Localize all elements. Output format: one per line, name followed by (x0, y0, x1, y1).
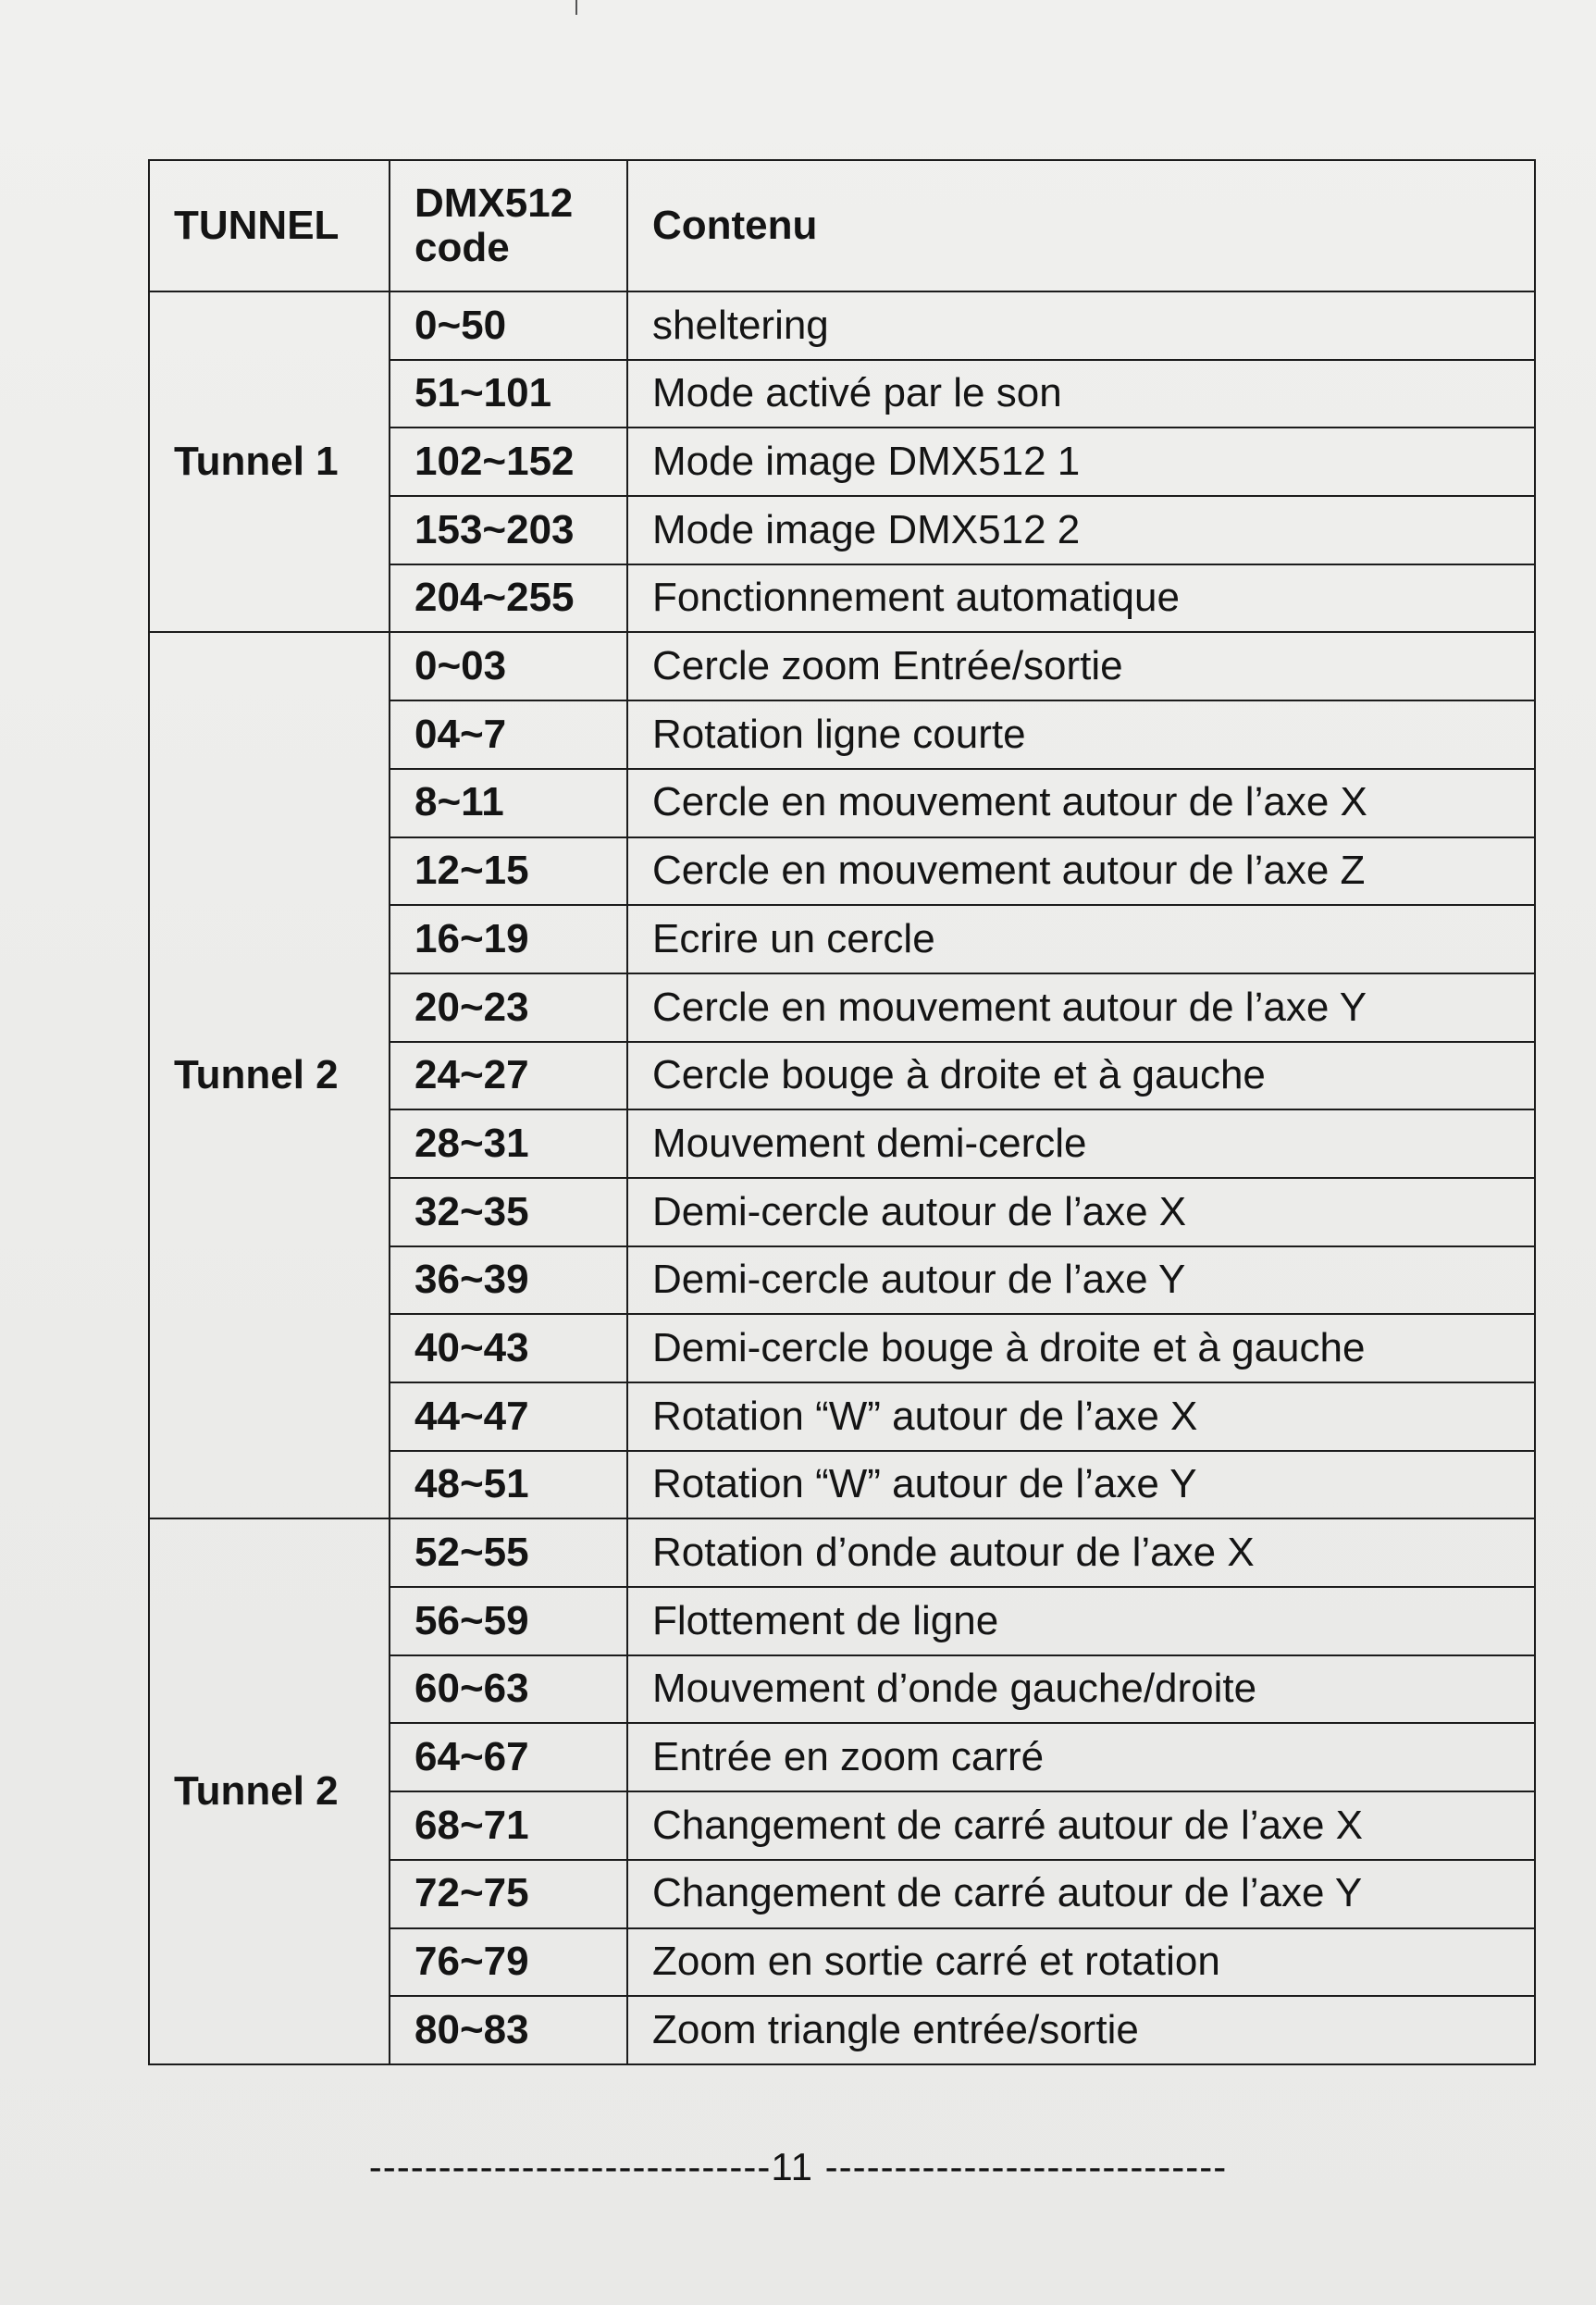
content-cell: Changement de carré autour de l’axe Y (627, 1860, 1535, 1928)
table-body (149, 291, 1535, 2064)
dmx-code-cell: 16~19 (390, 905, 627, 973)
dmx-code-cell: 76~79 (390, 1928, 627, 1997)
header-code-line1: DMX512 (414, 180, 574, 226)
content-cell: Fonctionnement automatique (627, 564, 1535, 633)
header-content: Contenu (627, 160, 1535, 291)
dmx-code-cell: 72~75 (390, 1860, 627, 1928)
dmx-code-cell: 24~27 (390, 1042, 627, 1110)
dmx-code-cell: 20~23 (390, 973, 627, 1042)
page-edge-mark (575, 0, 577, 15)
dmx-code-cell: 0~50 (390, 291, 627, 360)
content-cell: Cercle en mouvement autour de l’axe X (627, 769, 1535, 837)
dmx-code-cell: 52~55 (390, 1518, 627, 1587)
dmx-code-cell: 80~83 (390, 1996, 627, 2064)
dmx-code-cell: 51~101 (390, 360, 627, 428)
header-code-line2: code (414, 225, 510, 270)
tunnel-group-label: Tunnel 1 (149, 291, 390, 632)
dmx-code-cell: 0~03 (390, 632, 627, 700)
content-cell: Demi-cercle bouge à droite et à gauche (627, 1314, 1535, 1382)
content-cell: Rotation d’onde autour de l’axe X (627, 1518, 1535, 1587)
content-cell: Mode image DMX512 2 (627, 496, 1535, 564)
content-cell: Rotation ligne courte (627, 700, 1535, 769)
dmx-code-cell: 68~71 (390, 1791, 627, 1860)
dmx-code-cell: 60~63 (390, 1655, 627, 1724)
dmx-code-cell: 153~203 (390, 496, 627, 564)
dmx-code-cell: 40~43 (390, 1314, 627, 1382)
dmx-code-cell: 204~255 (390, 564, 627, 633)
table-row (149, 291, 1535, 360)
content-cell: Mouvement demi-cercle (627, 1109, 1535, 1178)
content-cell: Ecrire un cercle (627, 905, 1535, 973)
tunnel-group-label: Tunnel 2 (149, 632, 390, 1518)
content-cell: Demi-cercle autour de l’axe Y (627, 1246, 1535, 1315)
dmx-code-cell: 44~47 (390, 1382, 627, 1451)
content-cell: Zoom en sortie carré et rotation (627, 1928, 1535, 1997)
dmx-code-cell: 12~15 (390, 837, 627, 906)
content-cell: Rotation “W” autour de l’axe X (627, 1382, 1535, 1451)
content-cell: Cercle bouge à droite et à gauche (627, 1042, 1535, 1110)
dmx-code-cell: 48~51 (390, 1451, 627, 1519)
content-cell: Zoom triangle entrée/sortie (627, 1996, 1535, 2064)
dmx-code-cell: 102~152 (390, 428, 627, 496)
table-row (149, 632, 1535, 700)
content-cell: Mode image DMX512 1 (627, 428, 1535, 496)
dmx-code-cell: 28~31 (390, 1109, 627, 1178)
content-cell: Mouvement d’onde gauche/droite (627, 1655, 1535, 1724)
content-cell: Rotation “W” autour de l’axe Y (627, 1451, 1535, 1519)
content-cell: Entrée en zoom carré (627, 1723, 1535, 1791)
content-cell: Cercle en mouvement autour de l’axe Z (627, 837, 1535, 906)
content-cell: sheltering (627, 291, 1535, 360)
tunnel-group-label: Tunnel 2 (149, 1518, 390, 2064)
dmx-code-cell: 36~39 (390, 1246, 627, 1315)
content-cell: Cercle en mouvement autour de l’axe Y (627, 973, 1535, 1042)
content-cell: Mode activé par le son (627, 360, 1535, 428)
page-number-footer: -----------------------------11 ----------------------------- (368, 2145, 1228, 2188)
dmx-code-cell: 32~35 (390, 1178, 627, 1246)
content-cell: Flottement de ligne (627, 1587, 1535, 1655)
dmx-code-cell: 8~11 (390, 769, 627, 837)
content-cell: Cercle zoom Entrée/sortie (627, 632, 1535, 700)
content-cell: Changement de carré autour de l’axe X (627, 1791, 1535, 1860)
dmx-code-cell: 64~67 (390, 1723, 627, 1791)
dmx-code-cell: 04~7 (390, 700, 627, 769)
table-header-row (149, 160, 1535, 291)
dmx-channel-table (148, 159, 1536, 2065)
header-tunnel: TUNNEL (149, 160, 390, 291)
dmx-code-cell: 56~59 (390, 1587, 627, 1655)
table-row (149, 1518, 1535, 1587)
header-dmx-code (390, 160, 627, 291)
content-cell: Demi-cercle autour de l’axe X (627, 1178, 1535, 1246)
